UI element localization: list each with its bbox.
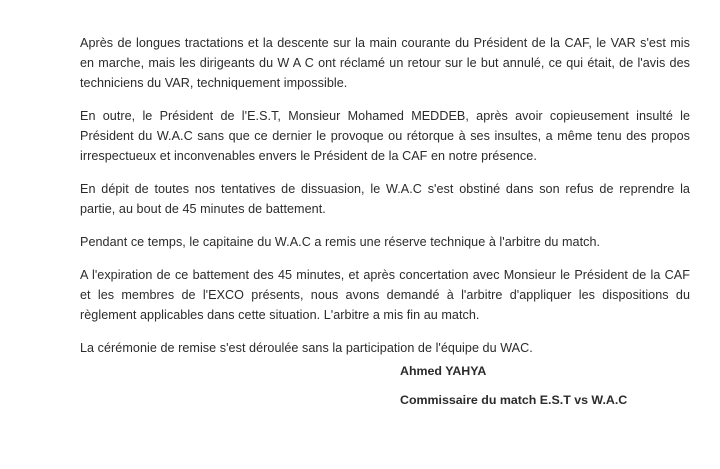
- paragraph-wac-refusal: En dépit de toutes nos tentatives de dissuasion, le W.A.C s'est obstiné dans son refus de reprendre la partie, au bout de 45 minutes de battement.: [80, 182, 690, 216]
- signatory-name: Ahmed YAHYA: [400, 364, 487, 378]
- document-body: [80, 33, 690, 358]
- paragraph-var-review: Après de longues tractations et la descente sur la main courante du Président de la CAF, le VAR s'est mis en marche, mais les dirigeants du W A C ont réclamé un retour sur le but annulé, ce qui était, de l'avis des techniciens du VAR, techniquement impossible.: [80, 36, 690, 90]
- signature-block: [400, 361, 627, 410]
- paragraph-technical-reserve: Pendant ce temps, le capitaine du W.A.C a remis une réserve technique à l'arbitre du match.: [80, 235, 601, 249]
- paragraph-ceremony: La cérémonie de remise s'est déroulée sans la participation de l'équipe du WAC.: [80, 341, 533, 355]
- paragraph-est-president-conduct: En outre, le Président de l'E.S.T, Monsieur Mohamed MEDDEB, après avoir copieusement insulté le Président du W.A.C sans que ce dernier le provoque ou rétorque à ses insultes, a même tenu des propos irrespectueux et inconvenables envers le Président de la CAF en notre présence.: [80, 109, 690, 163]
- signatory-title: Commissaire du match E.S.T vs W.A.C: [400, 393, 628, 407]
- paragraph-match-ended: A l'expiration de ce battement des 45 minutes, et après concertation avec Monsieur le Président de la CAF et les membres de l'EXCO présents, nous avons demandé à l'arbitre d'appliquer les dispositions du règlement applicables dans cette situation. L'arbitre a mis fin au match.: [80, 268, 690, 322]
